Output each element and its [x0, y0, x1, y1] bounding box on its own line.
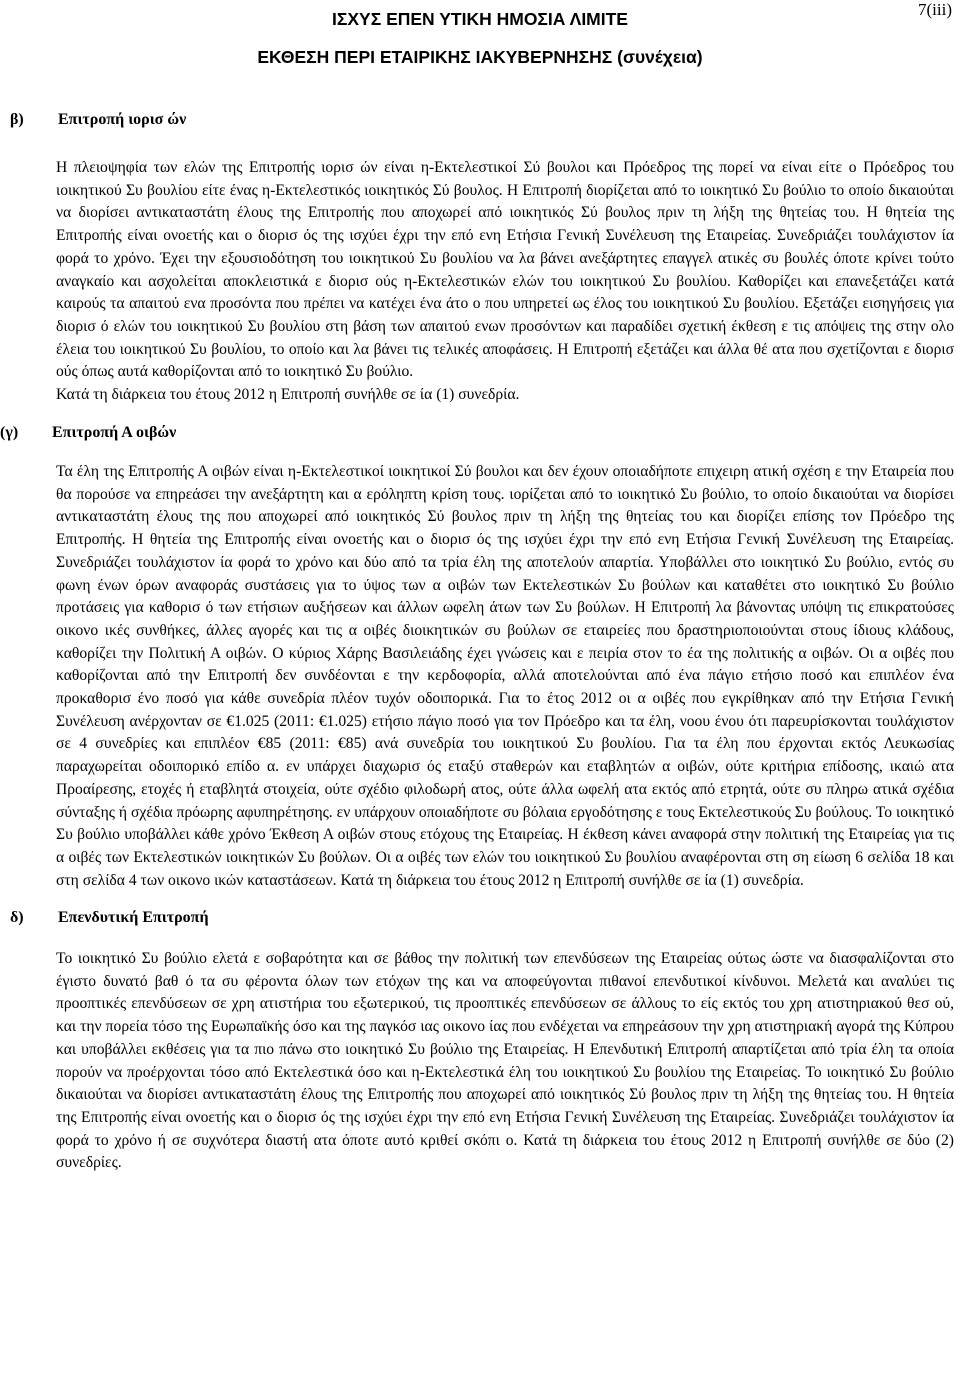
section-title: Επιτροπή Α οιβών [52, 424, 177, 441]
investment-paragraph: Το ιοικητικό Συ βούλιο ελετά ε σοβαρότητα και σε βάθος την πολιτική των επενδύσεων της Εταιρείας ούτως ώστε να διασφαλίζονται στο έγιστο δυνατό βαθ ό τα συ φέροντα όλων των ετόχων της και να αποφεύγονται πιθανοί επενδυτικοί κίνδυνοι. Μελετά και αναλύει τις προοπτικές επενδύσεων σε χρη ατιστήρια του εξωτερικού, τις προοπτικές επενδύσεων σε άλλους το είς εκτός του χρη ατιστηριακού θεσ ού, και την πορεία τόσο της Ευρωπαϊκής όσο και της παγκόσ ιας οικονο ίας που ενδέχεται να επηρεάσουν την χρη ατιστηριακή αγορά της Κύπρου και υποβάλλει εκθέσεις για τα πιο πάνω στο ιοικητικό Συ βούλιο της Εταιρείας. Η Επενδυτική Επιτροπή απαρτίζεται από τρία έλη τα οποία πορούν να προέρχονται τόσο από Εκτελεστικά όσο και η-Εκτελεστικά έλη του ιοικητικού Συ βουλίου της Εταιρείας. Το ιοικητικό Συ βούλιο δικαιούται να διορίσει αντικαταστάτη έλους της Επιτροπής που αποχωρεί από ιοικητικός Σύ βουλος πριν τη λήξη της θητείας του. Η θητεία της Επιτροπής είναι ονοετής και ο διορισ ός της ισχύει έχρι την επό ενη Ετήσια Γενική Συνέλευση της Εταιρείας. Συνεδριάζει τουλάχιστον ία φορά το χρόνο ή σε συχνότερα διαστή ατα όποτε αυτό κριθεί σκόπι ο. Κατά τη διάρκεια του έτους 2012 η Επιτροπή συνήλθε σε δύο (2) συνεδρίες. [56, 950, 954, 1172]
section-label: β) [10, 111, 24, 128]
section-label: (γ) [0, 424, 19, 441]
section-label: δ) [10, 909, 24, 926]
company-name: ΙΣΧΥΣ ΕΠΕΝ ΥΤΙΚΗ ΗΜΟΣΙΑ ΛΙΜΙΤΕ [332, 9, 628, 29]
section-title: Επιτροπή ιορισ ών [58, 111, 187, 128]
section-title: Επενδυτική Επιτροπή [58, 909, 209, 926]
section-heading-remuneration [0, 423, 176, 443]
nominations-meetings-paragraph: Κατά τη διάρκεια του έτους 2012 η Επιτροπή συνήλθε σε ία (1) συνεδρία. [56, 386, 520, 403]
nominations-paragraph: Η πλειοψηφία των ελών της Επιτροπής ιορισ ών είναι η-Εκτελεστικοί Σύ βουλοι και Πρόεδρος της πορεί να είναι είτε ο Πρόεδρος του ιοικητικού Συ βουλίου είτε ένας η-Εκτελεστικός ιοικητικός Σύ βουλος. Η Επιτροπή διορίζεται από το ιοικητικό Συ βούλιο το οποίο δικαιούται να διορίσει αντικαταστάτη έλους της Επιτροπής που αποχωρεί από ιοικητικός Σύ βουλος πριν τη λήξη της θητείας του. Η θητεία της Επιτροπής είναι ονοετής και ο διορισ ός της ισχύει έχρι την επό ενη Ετήσια Γενική Συνέλευση της Εταιρείας. Συνεδριάζει τουλάχιστον ία φορά το χρόνο. Έχει την εξουσιοδότηση του ιοικητικού Συ βουλίου να λα βάνει ανεξάρτητες επαγγελ ατικές συ βουλές όποτε κρίνει τούτο αναγκαίο και ασχολείται αποκλειστικά ε διορισ ούς η-Εκτελεστικών ελών του ιοικητικού Συ βουλίου. Καθορίζει και επανεξετάζει κατά καιρούς τα απαιτού ενα προσόντα που πρέπει να κατέχει ένα άτο ο που υπηρετεί ως έλος του ιοικητικού Συ βουλίου. Εξετάζει εισηγήσεις για διορισ ό ελών του ιοικητικού Συ βουλίου στη βάση των απαιτού ενων προσόντων και παραδίδει σχετική έκθεση ε τις απόψεις της στην ολο έλεια του ιοικητικού Συ βουλίου, το οποίο και λα βάνει τις τελικές αποφάσεις. Η Επιτροπή εξετάζει και άλλα θέ ατα που σχετίζονται ε διορισ ούς όπως αυτά καθορίζονται από το ιοικητικό Συ βούλιο. [56, 159, 954, 381]
report-title: ΕΚΘΕΣΗ ΠΕΡΙ ΕΤΑΙΡΙΚΗΣ ΙΑΚΥΒΕΡΝΗΣΗΣ (συνέχεια) [257, 47, 703, 67]
remuneration-paragraph: Τα έλη της Επιτροπής Α οιβών είναι η-Εκτελεστικοί ιοικητικοί Σύ βουλοι και δεν έχουν οποιαδήποτε επιχειρη ατική σχέση ε την Εταιρεία που θα πορούσε να επηρεάσει την ανεξάρτητη και α ερόληπτη κρίση τους. ιορίζεται από το ιοικητικό Συ βούλιο, το οποίο δικαιούται να διορίσει αντικαταστάτη έλους της που αποχωρεί από ιοικητικός Σύ βουλος πριν τη λήξη της θητείας του και διορίζει επίσης τον Πρόεδρο της Επιτροπής. Η θητεία της Επιτροπής είναι ονοετής και ο διορισ ός της ισχύει έχρι την επό ενη Ετήσια Γενική Συνέλευση της Εταιρείας. Συνεδριάζει τουλάχιστον ία φορά το χρόνο και δύο από τα τρία έλη της αποτελούν απαρτία. Υποβάλλει στο ιοικητικό Συ βούλιο, εντός συ φωνη ένων όρων αναφοράς συστάσεις για το ύψος των α οιβών των Εκτελεστικών Συ βούλων και καταθέτει στο ιοικητικό Συ βούλιο προτάσεις για καθορισ ό των ετήσιων αυξήσεων και άλλων ωφελη άτων των Συ βούλων. Η Επιτροπή λα βάνοντας υπόψη τις επικρατούσες οικονο ικές συνθήκες, άλλες αγορές και τις α οιβές διοικητικών συ βούλων σε εταιρείες που δραστηριοποιούνται στους ίδιους κλάδους, καθορίζει την Πολιτική Α οιβών. Ο κύριος Χάρης Βασιλειάδης έχει γνώσεις και ε πειρία στον το έα της πολιτικής α οιβών. Οι α οιβές που καθορίζονται από την Επιτροπή δεν συνδέονται ε την κερδοφορία, αλλά αποτελούνται από ένα πάγιο ετήσιο ποσό και επιπλέον ένα προκαθορισ ένο ποσό για κάθε συνεδρία πλέον τυχόν οδοιπορικά. Για το έτος 2012 οι α οιβές που εγκρίθηκαν από την Ετήσια Γενική Συνέλευση ανέρχονταν σε €1.025 (2011: €1.025) ετήσιο πάγιο ποσό για τον Πρόεδρο και τα έλη, νοου ένου ότι παρευρίσκονται τουλάχιστον σε 4 συνεδρίες και επιπλέον €85 (2011: €85) ανά συνεδρία του ιοικητικού Συ βουλίου. Για τα έλη που έρχονται εκτός Λευκωσίας παραχωρείται οδοιπορικό επίδο α. εν υπάρχει διαχωρισ ός εταξύ σταθερών και εταβλητών α οιβών, ούτε κριτήρια επίδοσης, ικαιώ ατα Προαίρεσης, ετοχές ή εταβλητά στοιχεία, ούτε σχέδιο φιλοδωρή ατος, ούτε άλλα ωφελή ατα εκτός από ετρητά, ούτε συ πληρω ατικά σχέδια σύνταξης ή σχέδια πρόωρης αφυπηρέτησης. εν υπάρχουν οποιαδήποτε συ βόλαια εργοδότησης ε τους Εκτελεστικούς Συ βούλους. Το ιοικητικό Συ βούλιο υποβάλλει κάθε χρόνο Έκθεση Α οιβών στους ετόχους της Εταιρείας. Η έκθεση κάνει αναφορά στην πολιτική της Εταιρείας για τις α οιβές των Εκτελεστικών ιοικητικών Συ βούλων. Οι α οιβές των ελών του ιοικητικού Συ βουλίου αναφέρονται στη ση είωση 6 σελίδα 18 και στη σελίδα 4 των οικονο ικών καταστάσεων. Κατά τη διάρκεια του έτους 2012 η Επιτροπή συνήλθε σε ία (1) συνεδρία. [56, 463, 954, 889]
section-heading-nominations [10, 110, 186, 130]
page-number: 7(iii) [918, 0, 952, 19]
section-heading-investment [10, 908, 209, 928]
